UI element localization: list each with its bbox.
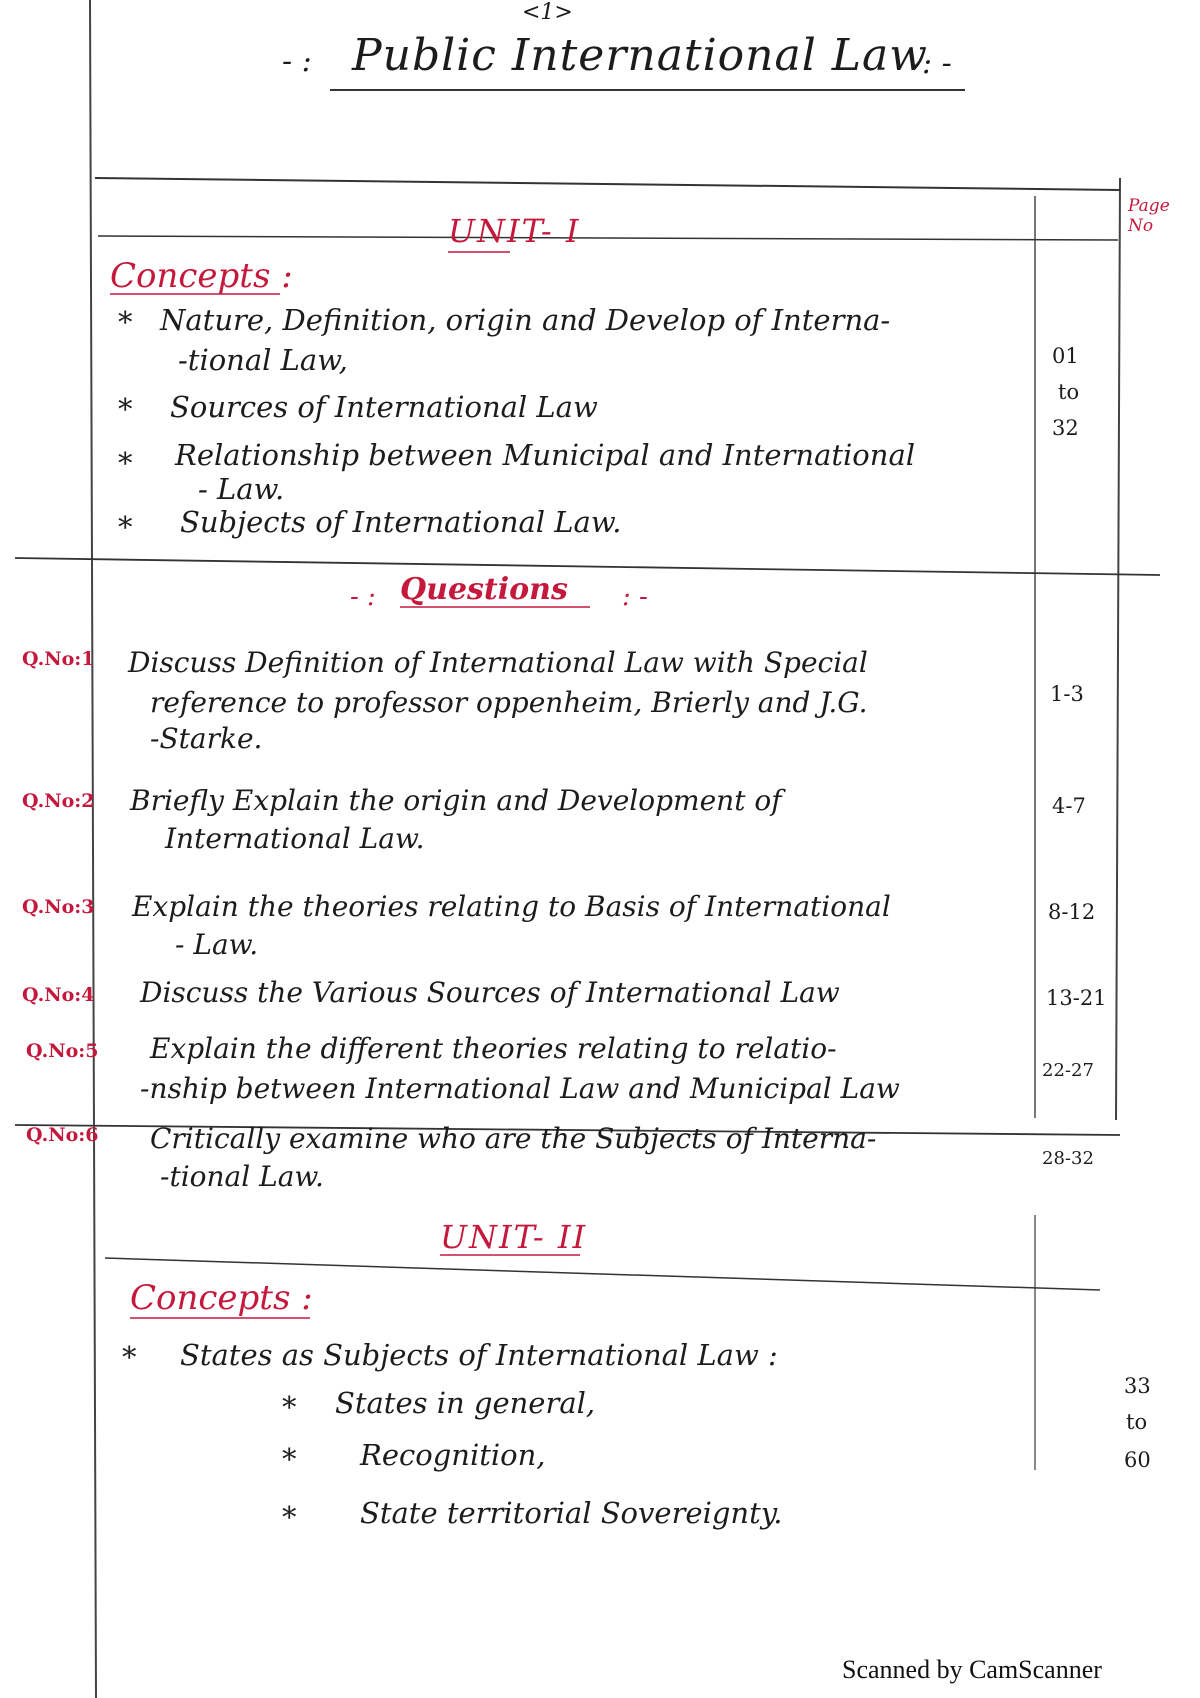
questions-rule xyxy=(15,558,1160,575)
questions-left-mark: - : xyxy=(350,582,376,612)
bullet-star: * xyxy=(118,510,133,544)
header-rule xyxy=(95,178,1120,190)
concept-line: -tional Law, xyxy=(178,343,348,377)
bullet-star: * xyxy=(118,392,133,426)
question-pages: 28-32 xyxy=(1042,1148,1094,1169)
title-left-mark: - : xyxy=(282,44,312,79)
question-number: Q.No:5 xyxy=(26,1040,99,1062)
question-number: Q.No:2 xyxy=(22,790,95,812)
page-number: <1> xyxy=(522,0,573,25)
question-line: Discuss the Various Sources of International Law xyxy=(140,976,840,1009)
unit1-heading: UNIT- I xyxy=(448,212,581,250)
bullet-star: * xyxy=(282,1500,297,1534)
question-line: -nship between International Law and Municipal Law xyxy=(140,1072,900,1105)
question-pages: 1-3 xyxy=(1050,682,1084,706)
question-line: Explain the different theories relating to relatio- xyxy=(150,1032,837,1065)
concept-line: Sources of International Law xyxy=(170,390,598,424)
question-number: Q.No:3 xyxy=(22,896,95,918)
unit1-concepts-label: Concepts : xyxy=(110,256,293,296)
unit2-page-to: to xyxy=(1126,1410,1148,1434)
question-line: Critically examine who are the Subjects of Interna- xyxy=(150,1122,877,1155)
question-pages: 4-7 xyxy=(1052,794,1086,818)
questions-right-mark: : - xyxy=(622,582,648,612)
concept-line: State territorial Sovereignty. xyxy=(360,1496,783,1530)
question-pages: 8-12 xyxy=(1048,900,1096,924)
question-line: -tional Law. xyxy=(160,1160,324,1193)
concept-line: Nature, Definition, origin and Develop of Interna- xyxy=(160,303,891,337)
concept-line: States as Subjects of International Law : xyxy=(180,1338,778,1372)
question-pages: 22-27 xyxy=(1042,1060,1094,1081)
bullet-star: * xyxy=(282,1442,297,1476)
unit2-concepts-label: Concepts : xyxy=(130,1278,313,1318)
question-number: Q.No:6 xyxy=(26,1124,99,1146)
scanner-footer: Scanned by CamScanner xyxy=(842,1655,1102,1684)
unit2-page-start: 33 xyxy=(1124,1374,1151,1398)
page-no-header: Page No xyxy=(1128,196,1170,236)
right-margin-line xyxy=(1116,178,1120,1120)
question-line: -Starke. xyxy=(150,722,263,755)
bullet-star: * xyxy=(118,446,133,480)
question-line: reference to professor oppenheim, Brierly and J.G. xyxy=(150,686,868,719)
concepts-page-start: 01 xyxy=(1052,344,1079,368)
unit2-page-end: 60 xyxy=(1124,1448,1151,1472)
question-line: - Law. xyxy=(175,928,259,961)
question-line: Explain the theories relating to Basis of International xyxy=(132,890,891,923)
concept-line: Relationship between Municipal and International xyxy=(175,438,916,472)
bullet-star: * xyxy=(282,1390,297,1424)
concept-line: States in general, xyxy=(335,1386,596,1420)
question-line: International Law. xyxy=(165,822,425,855)
concepts-page-to: to xyxy=(1058,380,1080,404)
left-margin-line xyxy=(90,0,96,1698)
question-number: Q.No:4 xyxy=(22,984,95,1006)
concept-line: Recognition, xyxy=(360,1438,546,1472)
question-line: Discuss Definition of International Law with Special xyxy=(128,646,868,679)
title-right-mark: : - xyxy=(922,46,952,81)
concepts-page-end: 32 xyxy=(1052,416,1079,440)
concepts-top-rule xyxy=(98,236,1118,240)
question-pages: 13-21 xyxy=(1046,986,1107,1010)
questions-heading: Questions xyxy=(400,572,568,607)
unit2-heading: UNIT- II xyxy=(440,1218,588,1256)
concept-line: Subjects of International Law. xyxy=(180,505,622,539)
concept-line: - Law. xyxy=(198,472,285,506)
bullet-star: * xyxy=(118,305,133,339)
question-number: Q.No:1 xyxy=(22,648,95,670)
bullet-star: * xyxy=(122,1340,137,1374)
page-title: Public International Law xyxy=(352,30,928,81)
question-line: Briefly Explain the origin and Development of xyxy=(130,784,782,817)
